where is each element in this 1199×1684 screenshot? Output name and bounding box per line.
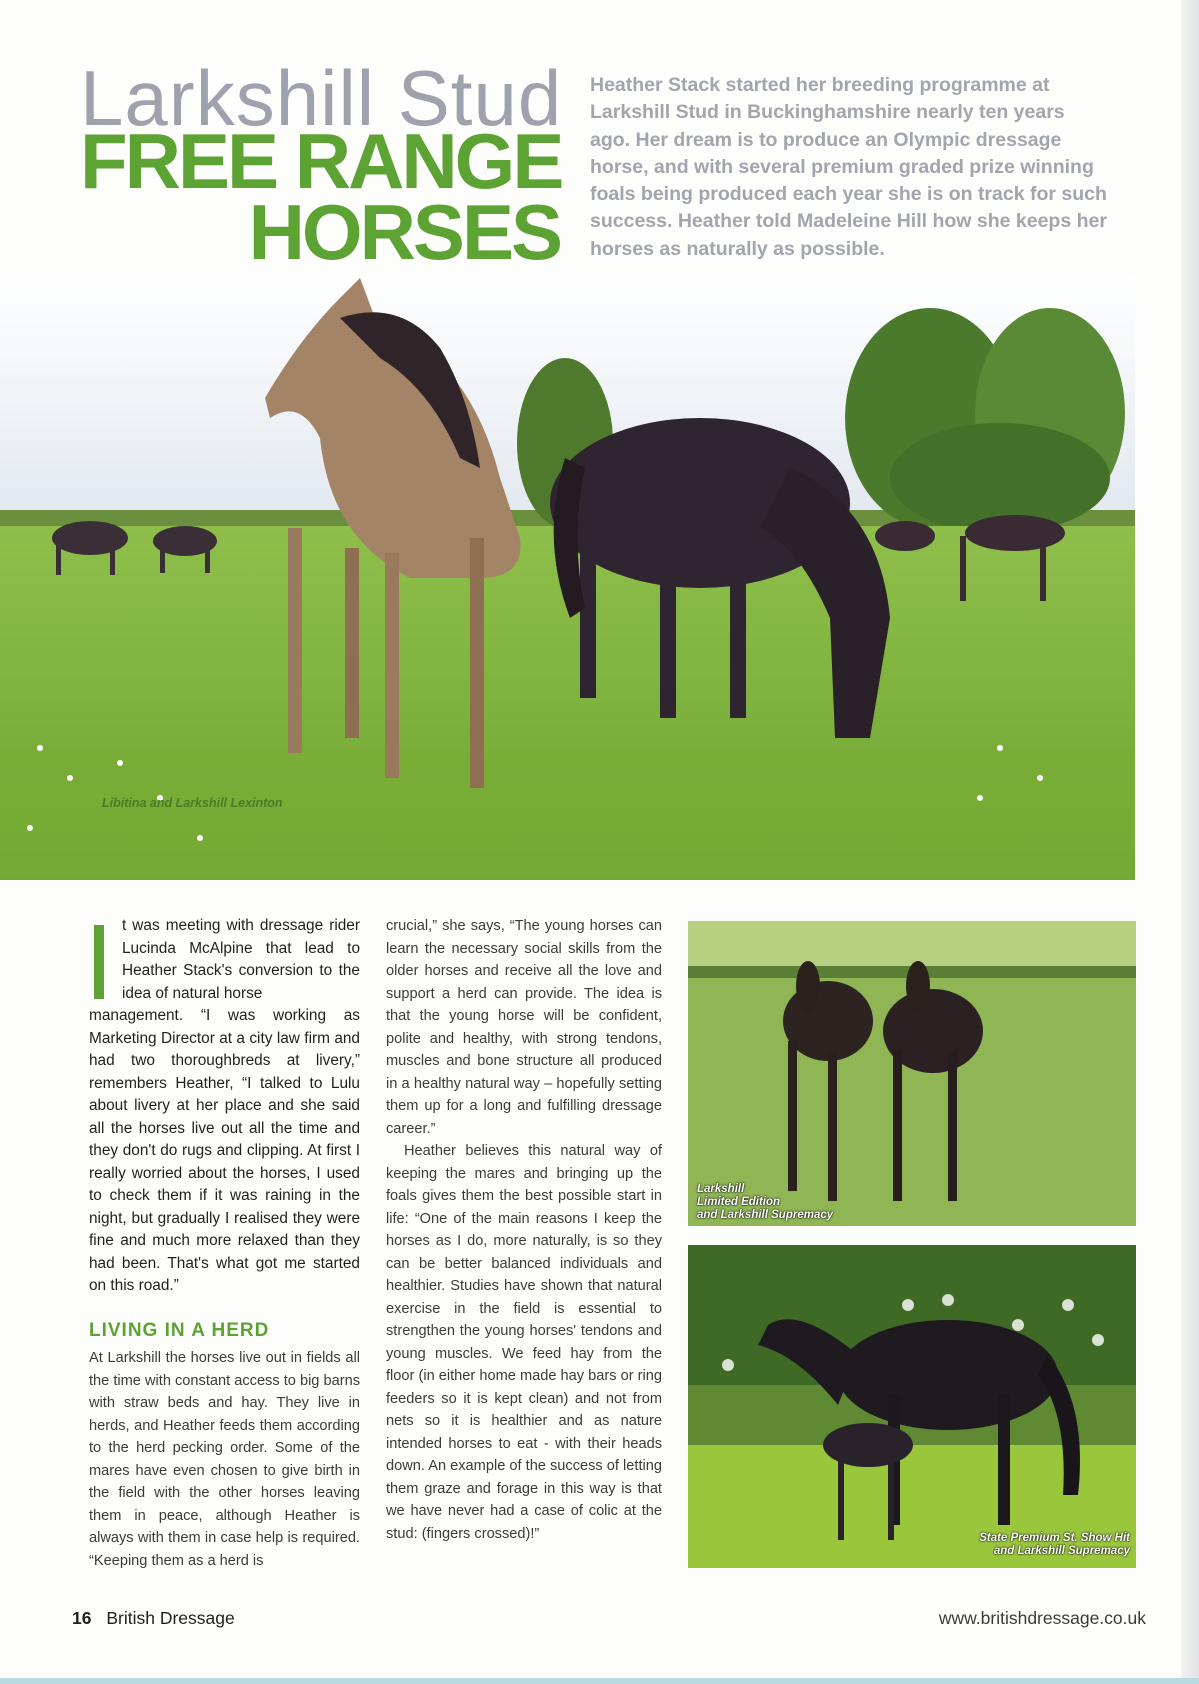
page-number: 16 [72,1608,92,1628]
title-line-3: HORSES [248,188,560,276]
section-heading: LIVING IN A HERD [89,1320,270,1341]
page-edge [1181,0,1199,1684]
hero-caption: Libitina and Larkshill Lexinton [102,796,283,810]
photo-two-foals [688,921,1136,1226]
article-paragraph-2: At Larkshill the horses live out in fields all the time with constant access to big barns with straw beds and hay. They live in herds, and Heather feeds them according to the herd pecking order. Some of the mares have even chosen to give birth in the field with the other horses leaving them in peace, although Heather is always with them in case help is required. “Keeping them as a herd is [89,1350,360,1569]
publication-name: British Dressage [106,1608,235,1628]
title-line-1: Larkshill Stud [80,54,563,142]
footer-folio [72,1608,235,1629]
intro-standfirst: Heather Stack started her breeding programme at Larkshill Stud in Buckinghamshire nearly ten years ago. Her dream is to produce an Olympic dressage horse, and with several premium graded prize winning foals being produced each year she is on track for such success. Heather told Madeleine Hill how she keeps her horses as naturally as possible. [590,74,1107,260]
article-paragraph-3: crucial,” she says, “The young horses can learn the necessary social skills from the older horses and receive all the love and support a herd can provide. The idea is that the young horse will be confident, polite and healthy, with strong tendons, muscles and bone structure all produced in a healthy natural way – hopefully setting them up for a long and fulfilling dressage career.” [386,918,662,1137]
title-line-2: FREE RANGE [80,117,562,205]
caption-line: State Premium St. Show Hit [979,1532,1130,1544]
page-bottom-edge [0,1678,1199,1684]
footer-url: www.britishdressage.co.uk [938,1608,1146,1628]
caption-line: and Larkshill Supremacy [993,1545,1130,1557]
caption-line: and Larkshill Supremacy [697,1209,834,1221]
article-paragraph-4: Heather believes this natural way of keeping the mares and bringing up the foals gives them the best possible start in life: “One of the main reasons I keep the horses as I do, more naturally, is so they can be better balanced individuals and healthier. Studies have shown that natural exercise in the field is essential to strengthen the young horses' tendons and young muscles. We feed hay from the floor (in either home made hay bars or ring feeders so it is kept clean) and not from nets so it is healthier and as nature intended horses to eat - with their heads down. An example of the success of letting them graze and forage in this way is that we have never had a case of colic at the stud: (fingers crossed)!” [386,1143,662,1542]
photo-caption-top [697,1183,897,1222]
article-column-2 [386,915,662,1545]
photo-caption-bottom [930,1532,1130,1558]
caption-line: Limited Edition [697,1196,781,1208]
article-paragraph-1: management. “I was working as Marketing Director at a city law firm and had two thoroughbreds at livery,” remembers Heather, “I talked to Lulu about livery at her place and she said all the horses live out all the time and they don't do rugs and clipping. At first I really worried about the horses, I used to check them if it was raining in the night, but gradually I realised they were fine and much more relaxed than they had been. That's what got me started on this road.” [89,1007,360,1294]
hero-photo-illustration [0,278,1135,880]
article-lead-paragraph: t was meeting with dressage rider Lucinda McAlpine that lead to Heather Stack's conversion to the idea of natural horse [122,917,360,1002]
photo-two-foals-illustration [688,921,1136,1226]
drop-cap-i [94,925,104,999]
photo-mare-and-foal-illustration [688,1245,1136,1568]
photo-mare-and-foal [688,1245,1136,1568]
caption-line: Larkshill [697,1183,745,1195]
hero-photo [0,278,1135,880]
